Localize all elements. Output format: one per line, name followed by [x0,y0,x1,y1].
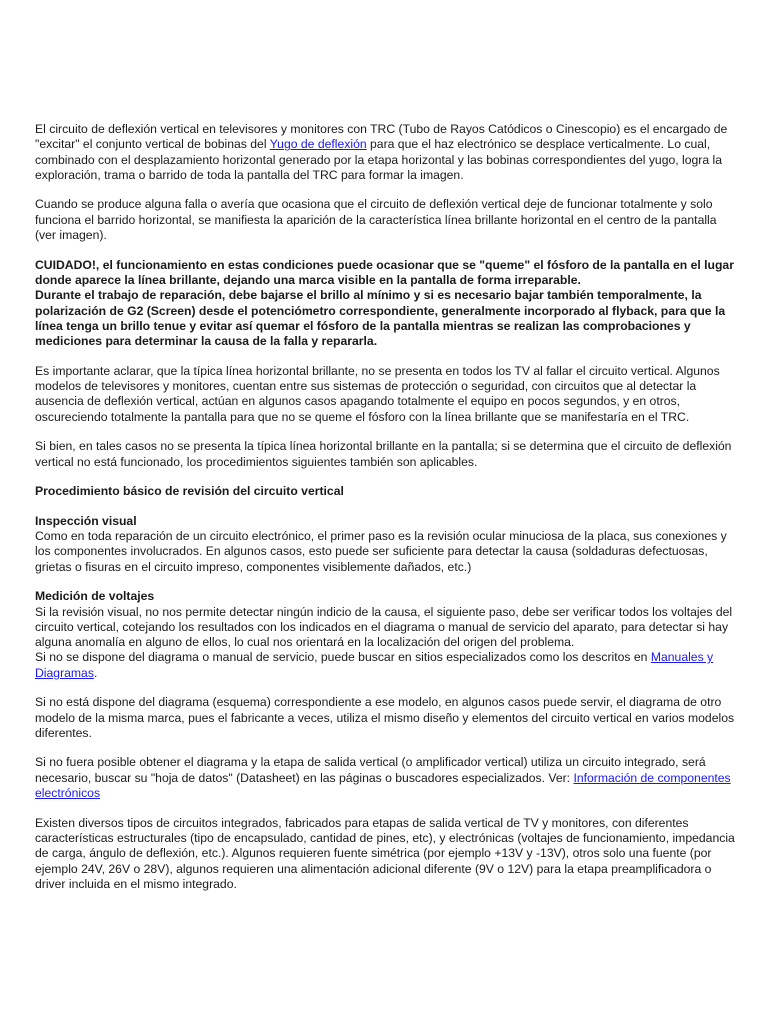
inspection-heading: Inspección visual [35,513,137,528]
inspection-body: Como en toda reparación de un circuito electrónico, el primer paso es la revisión ocular minuciosa de la placa, sus conexiones y los componentes involucrados. En algunos casos, esto puede ser suficiente para detectar la causa (soldaduras defectuosas, grietas o fisuras en el circuito impreso, componentes visiblemente dañados, etc.) [35,529,727,574]
alternate-diagram-paragraph: Si no está dispone del diagrama (esquema) correspondiente a ese modelo, en algunos casos puede servir, el diagrama de otro modelo de la misma marca, pues el fabricante a veces, utiliza el mismo diseño y elementos del circuito vertical en varios modelos diferentes. [35,695,735,740]
componentes-electronicos-link[interactable]: Información de componentes electrónicos [35,770,731,801]
intro-text-continued: para que el haz electrónico se desplace verticalmente. Lo cual, combinado con el desplazamiento horizontal generado por la etapa horizontal y las bobinas correspondientes del yugo, logra la exploración, trama o barrido de toda la pantalla del TRC para formar la imagen. [35,137,723,182]
intro-paragraph [35,122,735,183]
warning-paragraph [35,258,735,350]
voltage-heading: Medición de voltajes [35,589,155,604]
voltage-body: Si la revisión visual, no nos permite detectar ningún indicio de la causa, el siguiente paso, debe ser verificar todos los voltajes del circuito vertical, cotejando los resultados con los indicados en el diagrama o manual de servicio del aparato, para detectar si hay alguna anomalía en alguno de ellos, lo cual nos orientará en la localización del origen del problema. [35,604,733,650]
warning-line-1: CUIDADO!, el funcionamiento en estas condiciones puede ocasionar que se "queme" el fósforo de la pantalla en el lugar donde aparece la línea brillante, dejando una marca visible en la pantalla de forma irreparable. [35,257,734,287]
document-body [35,122,735,906]
failure-paragraph: Cuando se produce alguna falla o avería que ocasiona que el circuito de deflexión vertical deje de funcionar totalmente y solo funciona el barrido horizontal, se manifiesta la aparición de la característica línea brillante horizontal en el centro de la pantalla (ver imagen). [35,197,717,243]
datasheet-paragraph [35,755,735,801]
manuales-diagramas-link[interactable]: Manuales y Diagramas [35,650,714,680]
applicability-paragraph: Si bien, en tales casos no se presenta la típica línea horizontal brillante en la pantalla; si se determina que el circuito de deflexión vertical no está funcionado, los procedimientos siguientes también son aplicables. [35,439,732,469]
datasheet-text: Si no fuera posible obtener el diagrama y la etapa de salida vertical (o amplificador vertical) utiliza un circuito integrado, será necesario, buscar su "hoja de datos" (Datasheet) en las páginas o buscadores especializados. Ver: [35,755,706,785]
intro-text: El circuito de deflexión vertical en televisores y monitores con TRC (Tubo de Rayos Catódicos o Cinescopio) es el encargado de "excitar" el conjunto vertical de bobinas del [35,122,728,152]
section-title-text: Procedimiento básico de revisión del circuito vertical [35,484,344,499]
voltage-period: . [93,665,98,680]
inspection-section [35,514,735,575]
voltage-section [35,589,735,681]
ic-types-paragraph: Existen diversos tipos de circuitos integrados, fabricados para etapas de salida vertical de TV y monitores, con diferentes características estructurales (tipo de encapsulado, cantidad de pines, etc), y electrónicas (voltajes de funcionamiento, impedancia de carga, ángulo de deflexión, etc.). Algunos requieren fuente simétrica (por ejemplo +13V y -13V), otros solo una fuente (por ejemplo 24V, 26V o 28V), algunos requieren una alimentación adicional diferente (9V o 12V) para la etapa preamplificadora o driver incluida en el mismo integrado. [35,815,735,891]
voltage-body-2: Si no se dispone del diagrama o manual de servicio, puede buscar en sitios especializados como los descritos en [35,650,651,665]
section-title [35,484,735,499]
yugo-deflexion-link[interactable]: Yugo de deflexión [269,137,367,152]
warning-line-2: Durante el trabajo de reparación, debe bajarse el brillo al mínimo y si es necesario bajar también temporalmente, la polarización de G2 (Screen) desde el potenciómetro correspondiente, generalmente incorporado al flyback, para que la línea tenga un brillo tenue y evitar así quemar el fósforo de la pantalla mientras se realizan las comprobaciones y mediciones para determinar la causa de la falla y repararla. [35,288,726,349]
clarification-paragraph: Es importante aclarar, que la típica línea horizontal brillante, no se presenta en todos los TV al fallar el circuito vertical. Algunos modelos de televisores y monitores, cuentan entre sus sistemas de protección o seguridad, con circuitos que al detectar la ausencia de deflexión vertical, actúan en algunos casos apagando totalmente el equipo en pocos segundos, y en otros, oscureciendo totalmente la pantalla para que no se queme el fósforo con la línea brillante que se manifestaría en el TRC. [35,363,720,424]
